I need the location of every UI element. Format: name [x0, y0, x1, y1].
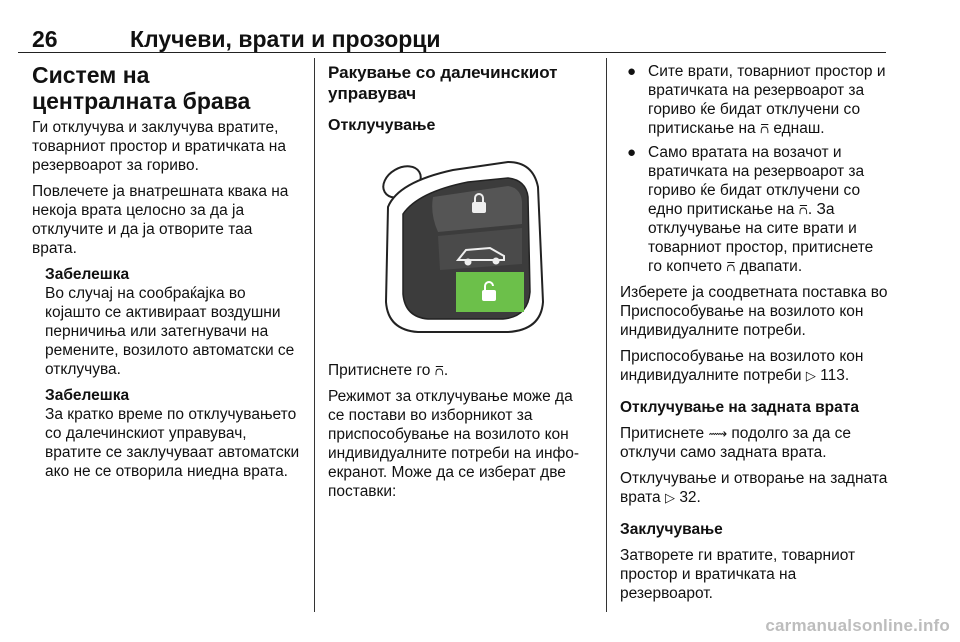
- unlock-icon: ⩃: [726, 259, 736, 274]
- list-item: ● Сите врати, товарниот простор и вратичката на резервоарот за гориво ќе бидат отклучени со притискање на ⩃ еднаш.: [627, 63, 886, 137]
- section-title-central-lock: Систем на централната брава: [32, 62, 251, 114]
- subheading-unlocking: Отклучување: [328, 117, 436, 134]
- paragraph-locking: Затворете ги вратите, товарниот простор и вратичката на резервоарот.: [620, 547, 856, 602]
- note-label: Забелешка: [45, 266, 130, 283]
- column-1: [32, 62, 300, 488]
- list-item: ● Само вратата на возачот и вратичката на резервоарот за гориво ќе бидат отклучени со едно притискање на ⩃. За отклучување на сите врати и товарниот простор, притиснете го копчето ⩃ двапати.: [627, 144, 874, 275]
- column-2: [328, 62, 593, 508]
- paragraph-lock-description: Ги отклучува и заклучува вратите, товарниот простор и вратичката на резервоарот за гориво.: [32, 119, 286, 174]
- page-reference-arrow-icon: ▷: [805, 368, 816, 383]
- note-block-2: [45, 386, 300, 481]
- unlock-settings-list: [620, 62, 890, 276]
- paragraph-inner-handle: Повлечете ја внатрешната квака на некоја врата целосно за да ја отклучите и да ја отворите таа врата.: [32, 183, 289, 257]
- column-divider-2: [606, 58, 607, 612]
- paragraph-unlock-mode: Режимот за отклучување може да се постави во изборникот за приспособување на возилото кон индивидуалните потреби на инфо-екранот. Може да се изберат две поставки:: [328, 388, 580, 500]
- unlock-icon: ⩃: [798, 202, 808, 217]
- page-number: 26: [32, 26, 58, 52]
- paragraph-press-unlock: Притиснете го ⩃.: [328, 362, 449, 379]
- note-text: За кратко време по отклучувањето со далечинскиот управувач, вратите се заклучуваат автоматски ако не се отворила ниедна врата.: [45, 406, 300, 480]
- note-block-1: [45, 265, 300, 379]
- car-boot-icon: ⟿: [708, 426, 728, 441]
- subheading-locking: Заклучување: [620, 521, 723, 538]
- unlock-icon: ⩃: [434, 363, 444, 378]
- unlock-icon: ⩃: [759, 121, 770, 136]
- paragraph-tailgate-press: Притиснете ⟿ подолго за да се отклучи само задната врата.: [620, 425, 852, 461]
- paragraph-tailgate-ref: Отклучување и отворање на задната врата ▷ 32.: [620, 470, 888, 506]
- page-reference-arrow-icon: ▷: [665, 490, 675, 505]
- remote-key-illustration: [358, 152, 558, 342]
- note-text: Во случај на сообраќајка во којашто се активираат воздушни перничиња или затегнувачи на ремените, возилото автоматски се отклучува.: [45, 285, 295, 378]
- page-header: [18, 26, 886, 53]
- paragraph-select-setting: Изберете ја соодветната поставка во Приспособување на возилото кон индивидуалните потреби.: [620, 284, 888, 339]
- note-label: Забелешка: [45, 387, 130, 404]
- watermark: carmanualsonline.info: [765, 616, 950, 635]
- subheading-tailgate-unlock: Отклучување на задната врата: [620, 399, 859, 416]
- chapter-title: Клучеви, врати и прозорци: [130, 26, 441, 52]
- section-title-remote: Ракување со далечинскиот управувач: [328, 63, 558, 103]
- paragraph-personalisation-ref: Приспособување на возилото кон индивидуалните потреби ▷ 113.: [620, 348, 864, 384]
- column-divider-1: [314, 58, 315, 612]
- column-3: [620, 62, 890, 610]
